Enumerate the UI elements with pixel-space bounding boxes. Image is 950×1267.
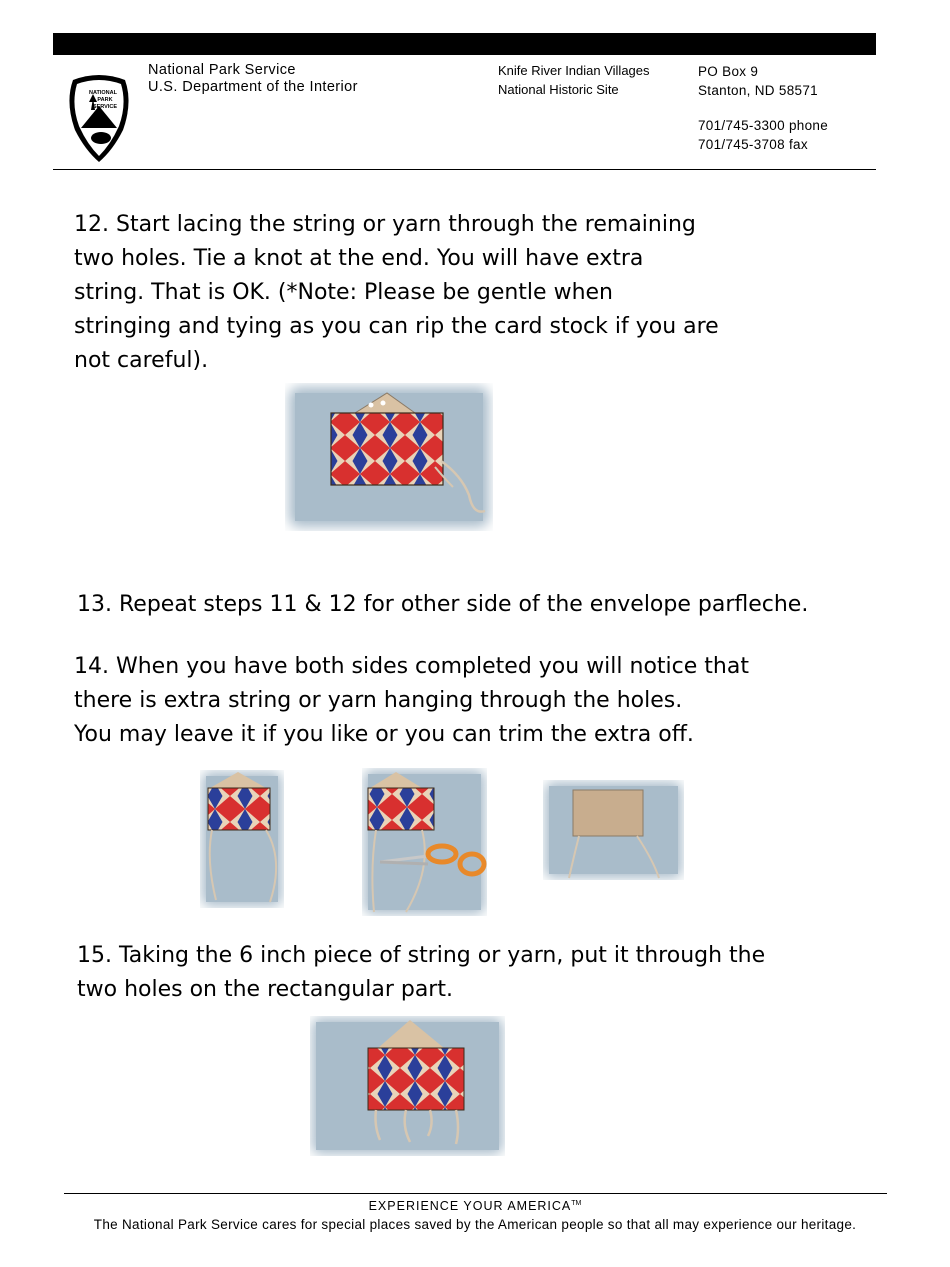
step-13-line: 13. Repeat steps 11 & 12 for other side of the envelope parfleche. [77,592,809,617]
header-bar [53,33,876,55]
logo-word-park: PARK [97,97,113,103]
nps-arrowhead-logo [63,72,135,164]
step-13-text [77,588,877,622]
site-block [498,61,650,99]
step-14-line: 14. When you have both sides completed you will notice that [74,654,749,679]
step-15-text [77,939,837,1007]
step-14-photo-b [362,768,487,916]
agency-name: National Park Service [148,62,296,78]
footer-divider [64,1193,887,1194]
step-12-line: two holes. Tie a knot at the end. You will have extra [74,246,644,271]
step-15-photo [310,1016,505,1156]
trademark-mark: TM [571,1200,582,1207]
logo-word-service: SERVICE [92,104,118,110]
step-14-photo-a [200,770,284,908]
step-14-line: You may leave it if you like or you can trim the extra off. [74,722,694,747]
step-15-line: 15. Taking the 6 inch piece of string or yarn, put it through the [77,943,766,968]
slogan-text: EXPERIENCE YOUR AMERICA [368,1199,572,1213]
logo-word-national: NATIONAL [88,90,118,96]
po-box: PO Box 9 [698,64,759,79]
site-name-line2: National Historic Site [498,82,619,97]
address-block [698,62,828,154]
footer-tagline: The National Park Service cares for special places saved by the American people so that all may experience our heritage. [93,1217,857,1232]
phone-number: 701/745-3300 phone [698,118,829,133]
city-state-zip: Stanton, ND 58571 [698,83,818,98]
step-12-line: string. That is OK. (*Note: Please be gentle when [74,280,613,305]
department-name: U.S. Department of the Interior [148,79,358,95]
site-name-line1: Knife River Indian Villages [498,63,650,78]
step-12-line: 12. Start lacing the string or yarn through the remaining [74,212,696,237]
agency-block [148,62,358,96]
step-15-line: two holes on the rectangular part. [77,977,453,1002]
step-14-text [74,650,834,752]
step-14-photo-c [543,780,684,880]
step-12-line: stringing and tying as you can rip the card stock if you are [74,314,719,339]
header-divider [53,169,876,170]
step-12-photo [285,383,493,531]
fax-number: 701/745-3708 fax [698,137,808,152]
step-12-text [74,208,754,378]
step-12-line: not careful). [74,348,209,373]
step-14-line: there is extra string or yarn hanging through the holes. [74,688,683,713]
footer-slogan [0,1199,950,1213]
